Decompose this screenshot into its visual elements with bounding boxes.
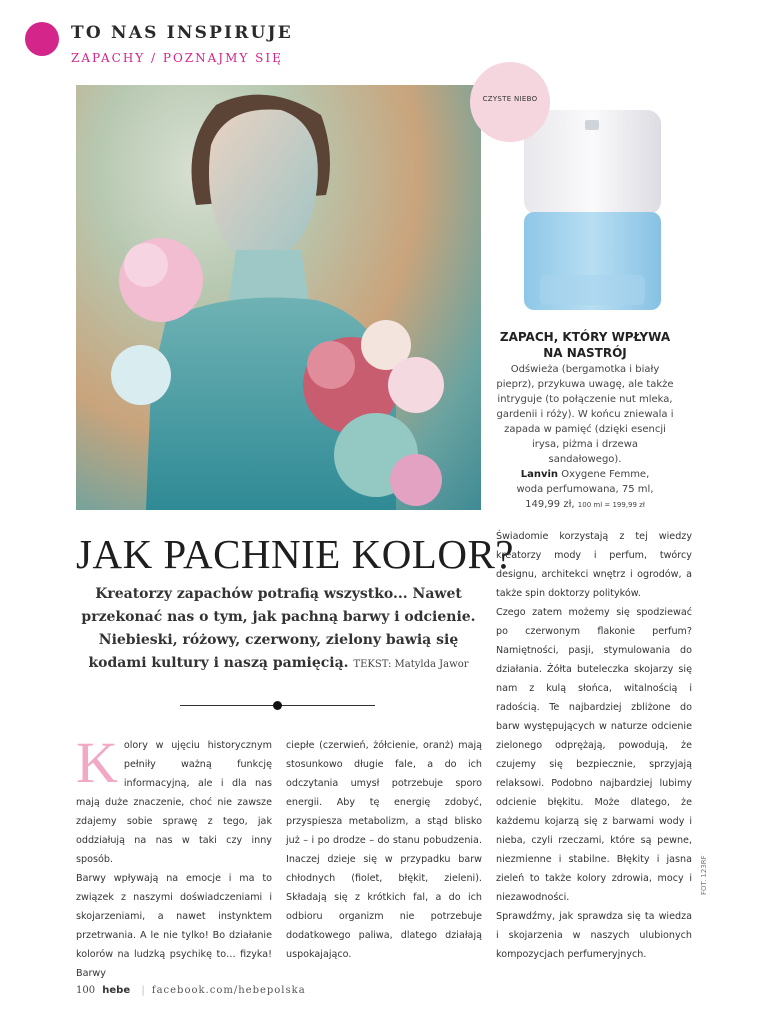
drop-cap: K	[76, 730, 118, 795]
page-footer	[76, 985, 306, 996]
section-marker-dot	[25, 22, 59, 56]
paragraph: Czego zatem możemy się spodziewać po czerwonym flakonie perfum? Namiętności, pasji, stymulowania do działania. Żółta buteleczka skojarzy się nam z kulą słońca, witalnością i radością. Te najbardziej zbliżone do barw występujących w naturze odcienie zielonego odprężają, powodują, że czujemy się bezpiecznie, sprzyjają relaksowi. Podobno najbardziej lubimy odcienie błękitu. Może dlatego, że każdemu kojarzą się z barwami wody i nieba, czyli rzeczami, które są pewne, niezmienne i stabilne. Błękity i jasna zieleń to także kolory zdrowia, mocy i niezawodności.	[496, 607, 692, 903]
product-badge-label: CZYSTE NIEBO	[482, 95, 538, 103]
paragraph: olory w ujęciu historycznym pełniły ważną funkcję informacyjną, ale i dla nas mają duże znaczenie, choć nie zawsze zdajemy sobie sprawę z tego, jak oddziałują na nas w taki czy inny sposób.	[76, 740, 272, 865]
article-lead: Kreatorzy zapachów potrafią wszystko... Nawet przekonać nas o tym, jak pachną barwy i odcienie. Niebieski, różowy, czerwony, zielony bawią się kodami kultury i naszą pamięcią.	[81, 586, 476, 671]
product-description: Odświeża (bergamotka i biały pieprz), przykuwa uwagę, ale także intryguje (to połączenie nut mleka, gardenii i róży). W końcu zniewala i zapada w pamięć (dzięki esencji irysa, piżma i drzewa sandałowego).	[496, 364, 674, 465]
hebe-logo: hebe	[102, 985, 131, 996]
article-column-2	[286, 736, 482, 964]
hero-photo-illustration	[76, 85, 481, 510]
paragraph: ciepłe (czerwień, żółcienie, oranż) mają stosunkowo długie fale, a do ich odczytania umysł potrzebuje sporo energii. Aby tę energię zdobyć, przyspiesza metabolizm, a stąd blisko już – i po drodze – do stanu pobudzenia. Inaczej dzieje się w przypadku barw chłodnych (fiolet, błękit, zieleni). Składają się z krótkich fal, a do ich odbioru organizm nie potrzebuje dodatkowego paliwa, dlatego działają uspokajająco.	[286, 740, 482, 960]
section-subkicker: ZAPACHY / POZNAJMY SIĘ	[71, 51, 283, 65]
product-type: woda perfumowana, 75 ml,	[516, 484, 654, 495]
section-kicker: TO NAS INSPIRUJE	[71, 23, 293, 43]
product-unit-price: 100 ml = 199,99 zł	[577, 501, 645, 509]
paragraph: Świadomie korzystają z tej wiedzy kreatorzy mody i perfum, twórcy designu, architekci wnętrz i ogrodów, a także spin doktorzy polityków.	[496, 531, 692, 599]
facebook-link[interactable]: facebook.com/hebepolska	[151, 985, 306, 996]
product-name: Oxygene Femme,	[561, 469, 650, 480]
divider-dot	[273, 701, 282, 710]
hero-photo	[76, 85, 481, 510]
page-number: 100	[76, 985, 96, 996]
product-brand: Lanvin	[520, 469, 559, 480]
article-column-3	[496, 527, 692, 964]
article-headline: JAK PACHNIE KOLOR?	[76, 531, 514, 577]
article-lead-block	[76, 583, 481, 676]
footer-separator: |	[141, 985, 145, 996]
product-title: ZAPACH, KTÓRY WPŁYWA NA NASTRÓJ	[499, 330, 671, 360]
photo-credit: FOT. 123RF	[700, 855, 708, 895]
product-price: 149,99 zł,	[525, 499, 575, 510]
perfume-bottle	[520, 100, 665, 315]
paragraph: Sprawdźmy, jak sprawdza się ta wiedza i skojarzenia w naszych ulubionych kompozycjach perfumeryjnych.	[496, 911, 692, 960]
product-badge	[470, 62, 550, 142]
paragraph: Barwy wpływają na emocje i ma to związek z naszymi doświadczeniami i skojarzeniami, a nawet instynktem przetrwania. A le nie tylko! Bo działanie kolorów na ludzką psychikę to… fizyka! Barwy	[76, 873, 272, 979]
article-credit: TEKST: Matylda Jawor	[353, 659, 469, 670]
product-description-block	[495, 362, 675, 513]
article-column-1	[76, 730, 272, 983]
